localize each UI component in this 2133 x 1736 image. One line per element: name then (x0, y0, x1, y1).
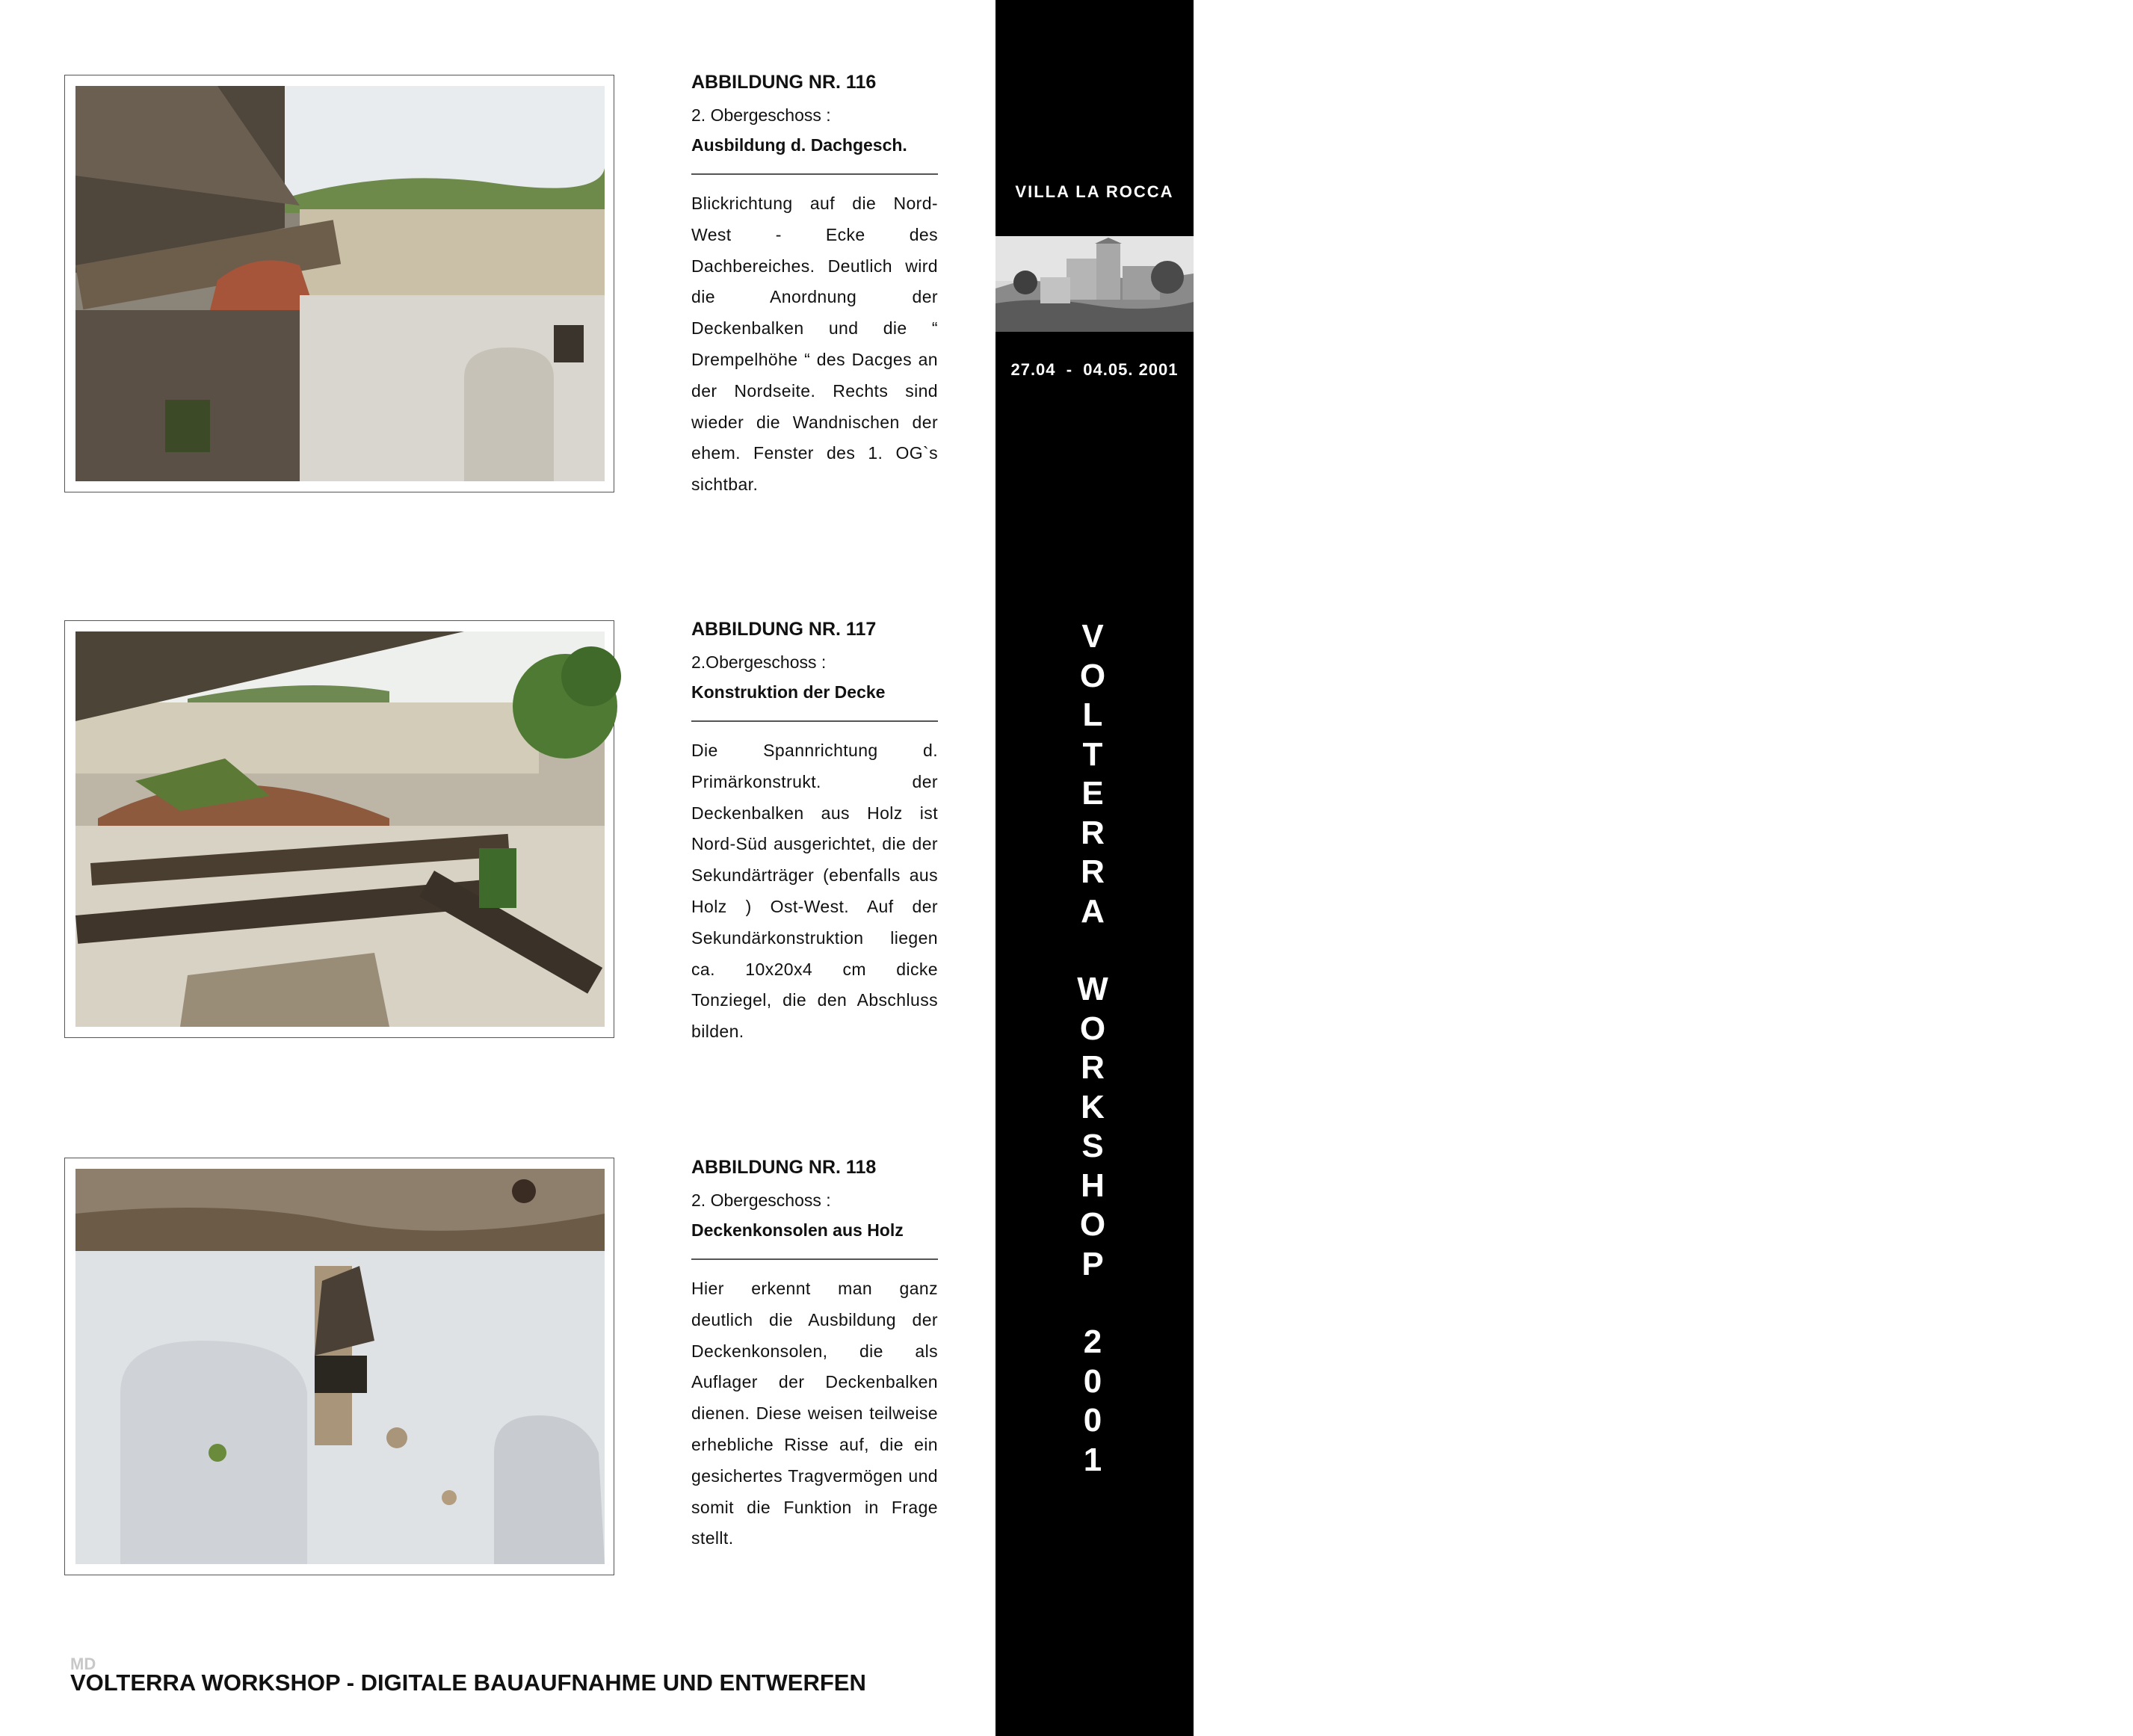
figure-116-frame (64, 75, 614, 492)
figure-118-text (691, 1152, 938, 1554)
vertical-letter: O (1079, 1010, 1106, 1047)
vertical-letter: 0 (1083, 1402, 1102, 1439)
project-title: VILLA LA ROCCA (1015, 182, 1174, 201)
figure-116-text (691, 67, 938, 501)
vertical-letter: H (1081, 1167, 1105, 1204)
vertical-letter: K (1081, 1088, 1105, 1125)
page-number: 79 (2083, 1662, 2116, 1693)
vertical-letter: 1 (1083, 1441, 1102, 1478)
vertical-letter: 2 (1083, 1323, 1102, 1360)
footer-title: VOLTERRA WORKSHOP - DIGITALE BAUAUFNAHME UND ENTWERFEN (70, 1669, 866, 1696)
villa-thumbnail-photo (995, 236, 1194, 332)
vertical-letter: T (1082, 735, 1103, 773)
divider (691, 1258, 938, 1260)
figure-117-subject: Konstruktion der Decke (691, 682, 886, 702)
vertical-letter: L (1082, 696, 1103, 733)
figure-116-description: Blickrichtung auf die Nord-West - Ecke des Dachbereiches. Deutlich wird die Anordnung der Deckenbalken und die “ Drempelhöhe “ des Dacges an der Nordseite. Rechts sind wieder die Wandnischen der ehem. Fenster des 1. OG`s sichtbar. (691, 194, 938, 495)
vertical-letter: E (1081, 775, 1104, 812)
vertical-letter: R (1081, 853, 1105, 890)
vertical-letter: 0 (1083, 1362, 1102, 1400)
figure-116-title: ABBILDUNG NR. 116 (691, 72, 877, 93)
figure-117-description: Die Spannrichtung d. Primärkonstrukt. der Deckenbalken aus Holz ist Nord-Süd ausgerichtet, die der Sekundärträger (ebenfalls aus Holz ) Ost-West. Auf der Sekundärkonstruktion liegen ca. 10x20x4 cm dicke Tonziegel, die den Abschluss bilden. (691, 741, 938, 1042)
figure-117-frame (64, 620, 614, 1038)
author-initials: MD (70, 1655, 96, 1673)
figure-118-frame (64, 1158, 614, 1575)
divider (691, 720, 938, 722)
workshop-dates: 27.04 - 04.05. 2001 (1010, 360, 1179, 379)
figure-117-floor: 2.Obergeschoss : (691, 652, 827, 672)
figure-118-floor: 2. Obergeschoss : (691, 1190, 831, 1210)
figure-116-subject: Ausbildung d. Dachgesch. (691, 135, 907, 155)
vertical-letter: W (1077, 971, 1108, 1007)
vertical-title (1055, 617, 1130, 1480)
vertical-word (1084, 1323, 1102, 1480)
vertical-letter: R (1081, 1049, 1105, 1086)
figure-116-photo (75, 86, 605, 481)
vertical-letter: R (1081, 814, 1105, 851)
vertical-letter: O (1079, 657, 1106, 694)
figure-118-title: ABBILDUNG NR. 118 (691, 1157, 877, 1178)
divider (691, 173, 938, 175)
vertical-letter: A (1081, 892, 1105, 930)
vertical-letter: V (1081, 618, 1104, 655)
vertical-word (1077, 970, 1108, 1284)
vertical-letter: S (1081, 1128, 1104, 1164)
vertical-word (1080, 617, 1105, 931)
figure-117-photo (75, 631, 605, 1027)
vertical-letter: P (1081, 1245, 1104, 1282)
figure-118-subject: Deckenkonsolen aus Holz (691, 1220, 904, 1240)
vertical-letter: O (1079, 1206, 1106, 1243)
figure-116-floor: 2. Obergeschoss : (691, 105, 831, 125)
figure-117-text (691, 614, 938, 1048)
figure-117-title: ABBILDUNG NR. 117 (691, 619, 877, 640)
figure-118-description: Hier erkennt man ganz deutlich die Ausbildung der Deckenkonsolen, die als Auflager der Deckenbalken dienen. Diese weisen teilweise erhebliche Risse auf, die ein gesichertes Tragvermögen und somit die Funktion in Frage stellt. (691, 1279, 938, 1548)
figure-118-photo (75, 1169, 605, 1564)
